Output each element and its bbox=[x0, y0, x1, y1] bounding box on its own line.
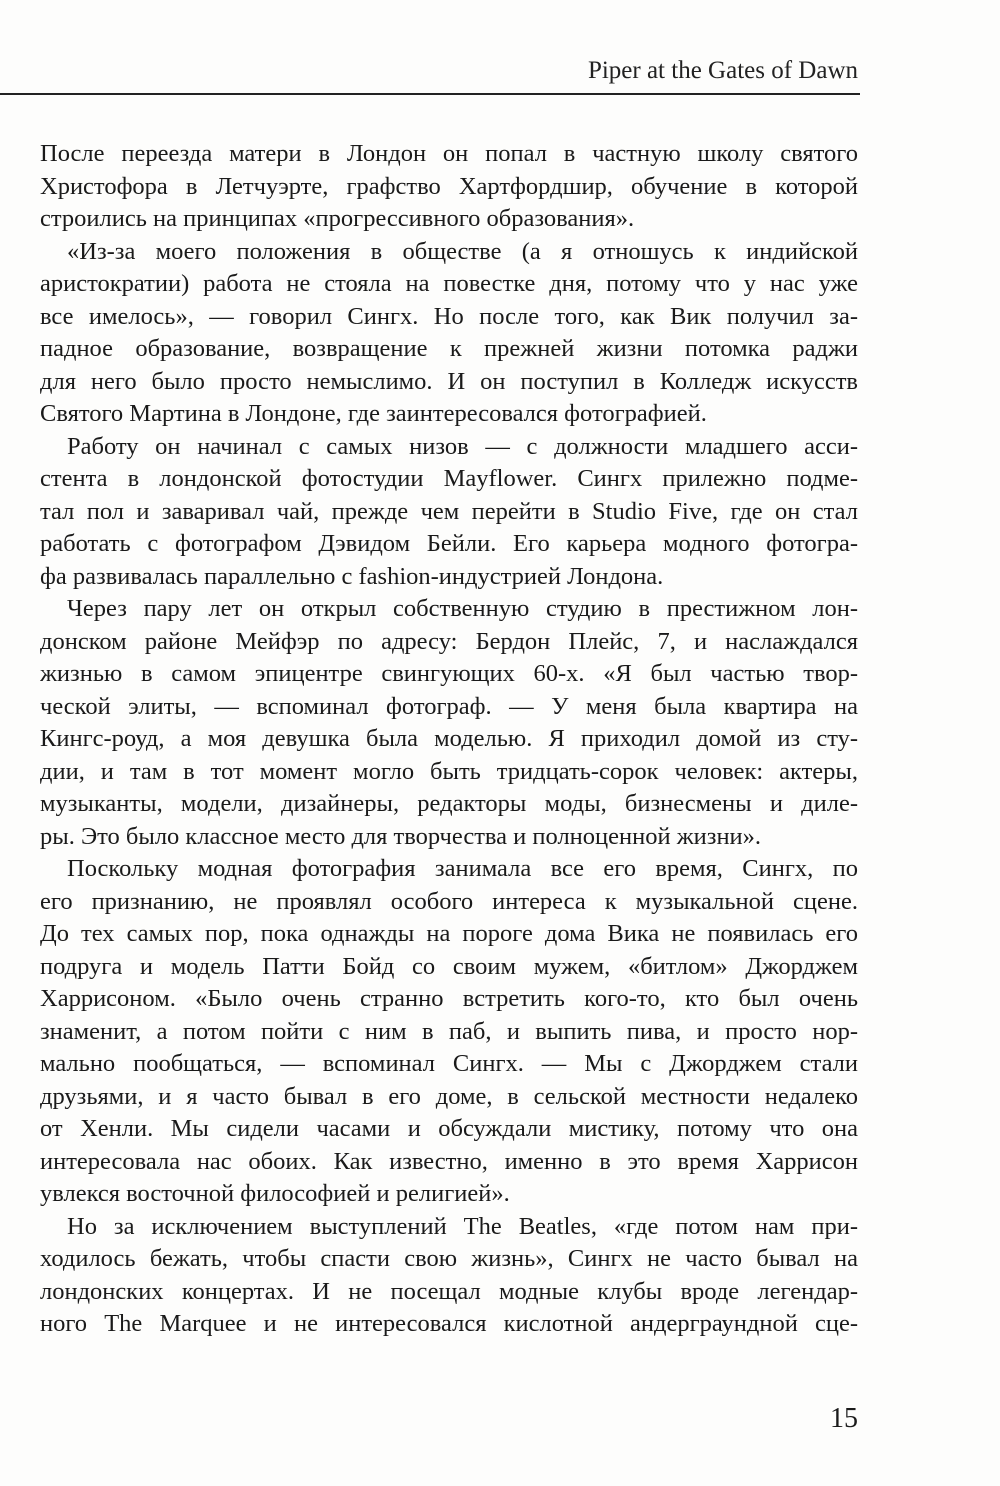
text-line: Харрисоном. «Было очень странно встретить кого-то, кто был очень bbox=[40, 985, 858, 1012]
body-text bbox=[40, 138, 858, 1341]
text-line: донском районе Мейфэр по адресу: Бердон Плейс, 7, и наслаждался bbox=[40, 627, 858, 655]
text-line: ходилось бежать, чтобы спасти свою жизнь», Сингх не часто бывал на bbox=[40, 1245, 858, 1272]
text-line: интересовала нас обоих. Как известно, именно в это время Харрисон bbox=[40, 1147, 858, 1175]
text-line: лондонских концертах. И не посещал модные клубы вроде легендар- bbox=[40, 1277, 858, 1305]
text-line: Через пару лет он открыл собственную студию в престижном лон- bbox=[67, 595, 858, 622]
text-line: друзьями, и я часто бывал в его доме, в сельской местности недалеко bbox=[40, 1082, 858, 1110]
text-line: аристократии) работа не стояла на повестке дня, потому что у нас уже bbox=[40, 270, 858, 297]
text-line: Святого Мартина в Лондоне, где заинтересовался фотографией. bbox=[40, 400, 707, 427]
text-line: музыканты, модели, дизайнеры, редакторы моды, бизнесмены и диле- bbox=[40, 790, 858, 817]
text-line: жизнью в самом эпицентре свингующих 60-х. «Я был частью твор- bbox=[40, 660, 858, 687]
text-line: подруга и модель Патти Бойд со своим мужем, «битлом» Джорджем bbox=[40, 952, 858, 980]
paragraph bbox=[40, 431, 858, 594]
text-line: ного The Marquee и не интересовался кислотной андерграундной сце- bbox=[40, 1310, 858, 1337]
text-line: падное образование, возвращение к прежней жизни потомка раджи bbox=[40, 335, 858, 362]
text-line: Работу он начинал с самых низов — с должности младшего асси- bbox=[67, 432, 858, 460]
text-line: фа развивалась параллельно с fashion-индустрией Лондона. bbox=[40, 562, 664, 590]
text-line: Христофора в Летчуэрте, графство Хартфордшир, обучение в которой bbox=[40, 172, 858, 200]
text-line: Кингс-роуд, а моя девушка была моделью. Я приходил домой из сту- bbox=[40, 725, 858, 752]
text-line: После переезда матери в Лондон он попал в частную школу святого bbox=[40, 140, 858, 167]
text-line: для него было просто немыслимо. И он поступил в Колледж искусств bbox=[40, 367, 858, 395]
text-line: его признанию, не проявлял особого интереса к музыкальной сцене. bbox=[40, 887, 858, 915]
paragraph bbox=[40, 1211, 858, 1341]
header-rule bbox=[0, 93, 860, 95]
paragraph bbox=[40, 853, 858, 1211]
paragraph bbox=[40, 593, 858, 853]
text-line: стента в лондонской фотостудии Mayflower. Сингх прилежно подме- bbox=[40, 465, 858, 492]
text-line: строились на принципах «прогрессивного образования». bbox=[40, 205, 635, 232]
page-number: 15 bbox=[830, 1403, 858, 1434]
text-line: До тех самых пор, пока однажды на пороге дома Вика не появилась его bbox=[40, 920, 858, 947]
text-line: дии, и там в тот момент могло быть тридцать-сорок человек: актеры, bbox=[40, 757, 858, 785]
paragraph bbox=[40, 138, 858, 236]
text-line: Но за исключением выступлений The Beatles, «где потом нам при- bbox=[67, 1212, 858, 1240]
text-line: «Из-за моего положения в обществе (а я отношусь к индийской bbox=[67, 237, 858, 265]
text-line: Поскольку модная фотография занимала все его время, Сингх, по bbox=[67, 855, 858, 882]
text-line: работать с фотографом Дэвидом Бейли. Его карьера модного фотогра- bbox=[40, 530, 858, 557]
running-header: Piper at the Gates of Dawn bbox=[587, 57, 858, 84]
text-line: ческой элиты, — вспоминал фотограф. — У меня была квартира на bbox=[40, 692, 858, 720]
text-line: увлекся восточной философией и религией». bbox=[40, 1180, 510, 1207]
text-line: от Хенли. Мы сидели часами и обсуждали мистику, потому что она bbox=[40, 1115, 858, 1142]
text-line: все имелось», — говорил Сингх. Но после того, как Вик получил за- bbox=[40, 302, 858, 330]
text-line: ры. Это было классное место для творчества и полноценной жизни». bbox=[40, 822, 762, 850]
text-line: знаменит, а потом пойти с ним в паб, и выпить пива, и просто нор- bbox=[40, 1017, 858, 1045]
paragraph bbox=[40, 236, 858, 431]
text-line: мально пообщаться, — вспоминал Сингх. — Мы с Джорджем стали bbox=[40, 1050, 858, 1077]
text-line: тал пол и заваривал чай, прежде чем перейти в Studio Five, где он стал bbox=[40, 497, 858, 525]
